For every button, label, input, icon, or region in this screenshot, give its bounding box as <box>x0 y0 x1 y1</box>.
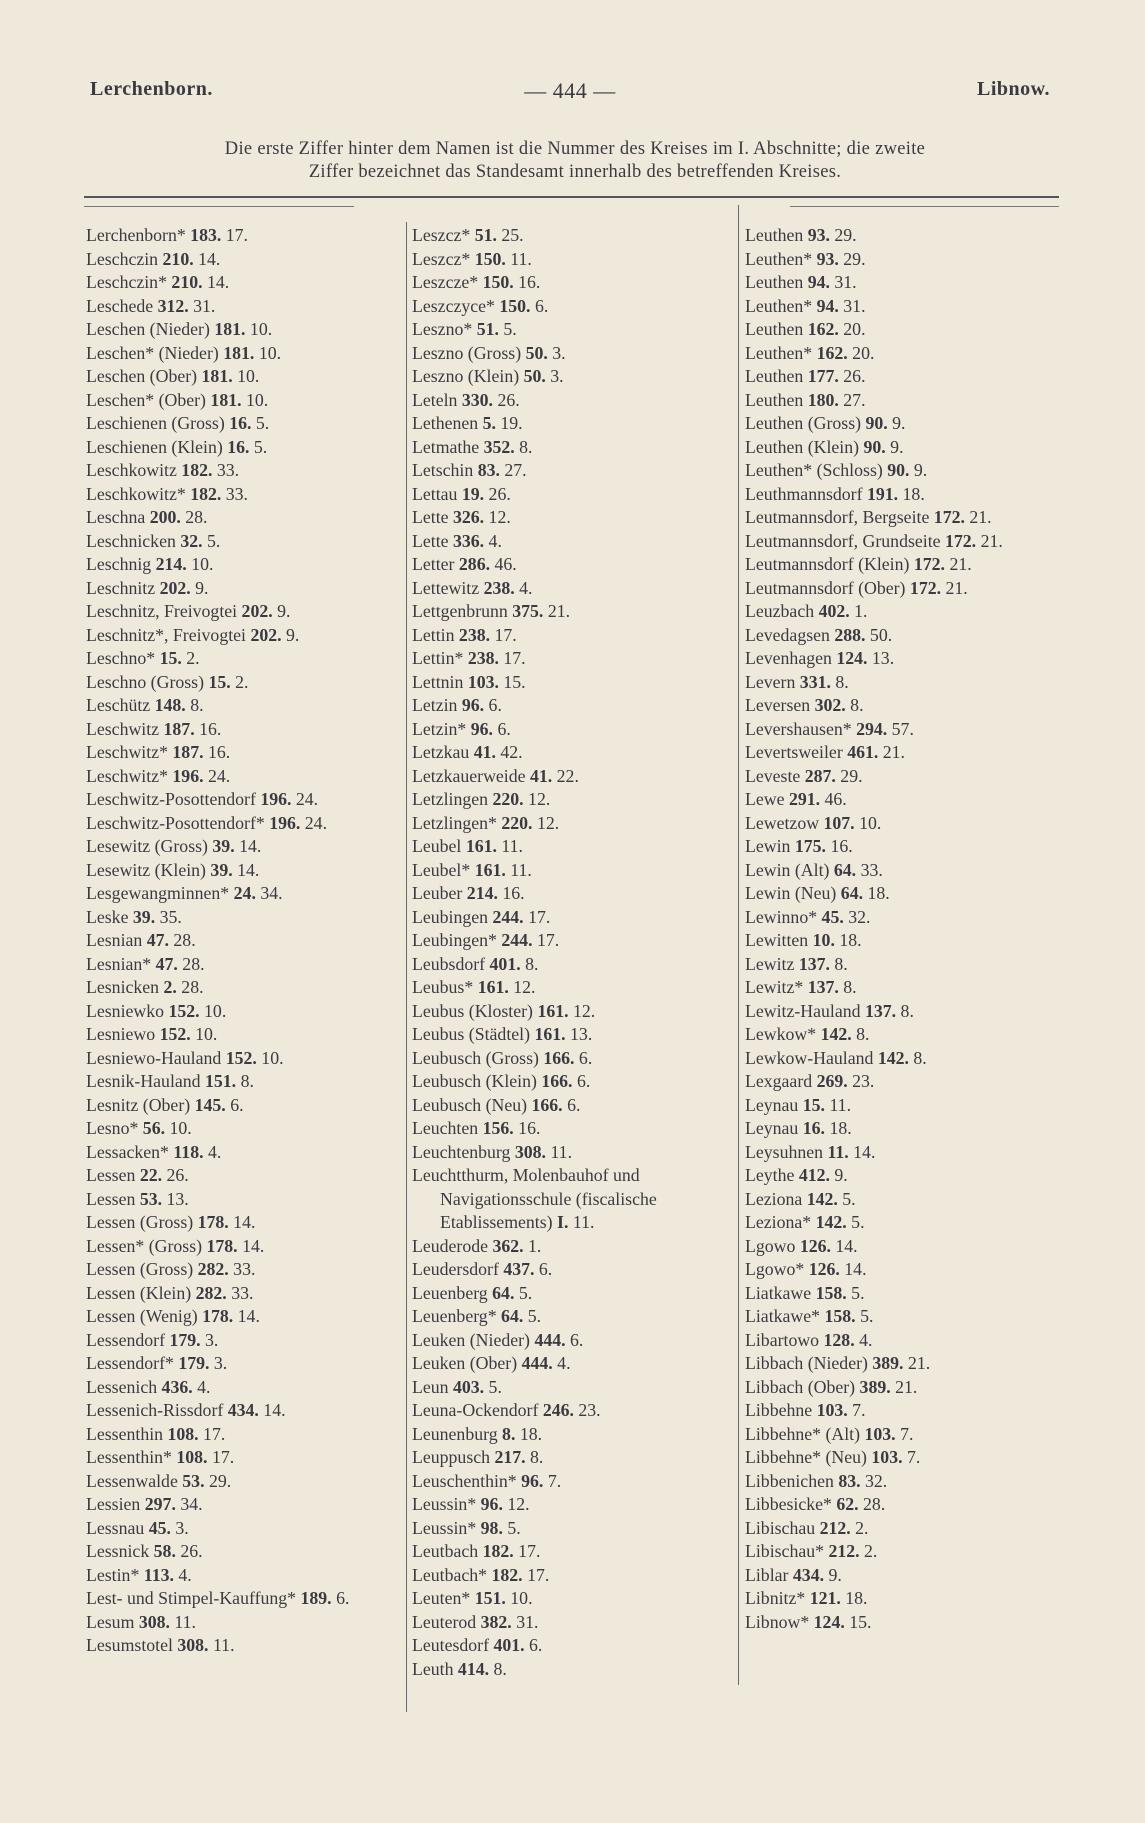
index-entry: Leschkowitz* 182. 33. <box>86 483 248 504</box>
index-entry: Leutbach 182. 17. <box>412 1541 541 1561</box>
index-entry: Lessen (Gross) 282. 33. <box>86 1259 256 1279</box>
index-entry: Leuthen* (Schloss) 90. 9. <box>745 460 928 480</box>
index-entry: Lesniewko 152. 10. <box>86 1000 227 1021</box>
index-entry: Leutmannsdorf (Ober) 172. 21. <box>745 577 968 598</box>
index-entry: Lessendorf* 179. 3. <box>86 1353 228 1373</box>
index-entry: Leschczin* 210. 14. <box>86 272 230 292</box>
index-entry: Libischau* 212. 2. <box>745 1541 878 1561</box>
column-divider-2 <box>738 205 739 1685</box>
index-entry: Leudersdorf 437. 6. <box>412 1259 553 1279</box>
index-entry: Liatkawe 158. 5. <box>745 1282 865 1303</box>
index-entry: Leuthen (Klein) 90. 9. <box>745 436 904 457</box>
index-entry: Leubus (Städtel) 161. 13. <box>412 1024 593 1044</box>
index-entry: Leussin* 98. 5. <box>412 1517 521 1538</box>
index-entry: Lewin (Alt) 64. 33. <box>745 859 883 880</box>
index-entry: Letschin 83. 27. <box>412 460 527 480</box>
index-entry: Lessenich 436. 4. <box>86 1376 211 1397</box>
header-rule-right <box>790 206 1059 207</box>
index-column-1 <box>86 224 406 1658</box>
index-entry: Liblar 434. 9. <box>745 1564 842 1585</box>
index-entry: Libnow* 124. 15. <box>745 1611 872 1632</box>
index-entry: Leschwitz-Posottendorf* 196. 24. <box>86 812 328 833</box>
index-entry: Leveste 287. 29. <box>745 765 863 786</box>
index-entry: Lessen (Wenig) 178. 14. <box>86 1306 260 1326</box>
index-entry: Levertsweiler 461. 21. <box>745 742 905 762</box>
index-entry: Leschna 200. 28. <box>86 507 208 527</box>
index-entry: Lessenich-Rissdorf 434. 14. <box>86 1400 286 1420</box>
index-entry: Leuchtenburg 308. 11. <box>412 1141 573 1162</box>
index-entry: Leszno (Klein) 50. 3. <box>412 366 564 386</box>
index-entry: Lethenen 5. 19. <box>412 413 523 433</box>
index-entry: Lettau 19. 26. <box>412 483 511 504</box>
index-entry: Leutmannsdorf, Grundseite 172. 21. <box>745 530 1003 551</box>
index-entry: Lewin 175. 16. <box>745 836 853 856</box>
index-entry: Lestin* 113. 4. <box>86 1564 192 1585</box>
index-entry: Leubusch (Neu) 166. 6. <box>412 1094 581 1115</box>
index-entry: Leubusch (Klein) 166. 6. <box>412 1071 591 1091</box>
index-entry: Leschnitz 202. 9. <box>86 577 209 598</box>
index-entry: Lessendorf 179. 3. <box>86 1329 219 1350</box>
index-entry: Leschienen (Klein) 16. 5. <box>86 436 268 457</box>
index-entry: Lessenwalde 53. 29. <box>86 1470 232 1491</box>
index-entry: Leuth 414. 8. <box>412 1658 507 1679</box>
note-line-2: Ziffer bezeichnet das Standesamt innerhalb des betreffenden Kreises. <box>308 162 842 182</box>
page-header <box>90 78 1050 108</box>
index-entry: Leuber 214. 16. <box>412 883 525 903</box>
index-entry: Leunenburg 8. 18. <box>412 1423 543 1444</box>
index-entry: Letzkauerweide 41. 22. <box>412 765 579 786</box>
index-entry: Lerchenborn* 183. 17. <box>86 225 248 245</box>
index-entry: Lewe 291. 46. <box>745 789 847 809</box>
index-entry: Leythe 412. 9. <box>745 1165 848 1185</box>
index-entry: Levedagsen 288. 50. <box>745 624 893 645</box>
index-entry: Leuken (Ober) 444. 4. <box>412 1353 571 1373</box>
index-entry: Leschwitz* 196. 24. <box>86 765 231 786</box>
index-entry: Leutmannsdorf (Klein) 172. 21. <box>745 554 972 574</box>
index-entry: Leszcz* 51. 25. <box>412 225 524 245</box>
index-entry: Libbehne* (Alt) 103. 7. <box>745 1423 914 1444</box>
index-entry: Letzin* 96. 6. <box>412 718 511 739</box>
index-entry: Letzlingen* 220. 12. <box>412 812 560 833</box>
index-entry: Leysuhnen 11. 14. <box>745 1141 876 1162</box>
index-entry: Libbehne* (Neu) 103. 7. <box>745 1447 921 1467</box>
index-entry: Leschen (Ober) 181. 10. <box>86 366 260 386</box>
index-entry: Libbach (Ober) 389. 21. <box>745 1376 918 1397</box>
index-entry: Lgowo 126. 14. <box>745 1235 858 1256</box>
index-entry: Leschczin 210. 14. <box>86 248 221 269</box>
index-entry: Leuthen 162. 20. <box>745 319 866 339</box>
index-entry: Leuthen 94. 31. <box>745 272 857 292</box>
index-entry: Levenhagen 124. 13. <box>745 648 895 668</box>
index-entry: Leszno* 51. 5. <box>412 319 517 339</box>
index-entry: Leuzbach 402. 1. <box>745 601 868 621</box>
index-entry: Lettgenbrunn 375. 21. <box>412 601 571 621</box>
index-entry: Lessen (Klein) 282. 33. <box>86 1282 254 1303</box>
index-entry: Leszcze* 150. 16. <box>412 272 541 292</box>
index-entry: Lessen* (Gross) 178. 14. <box>86 1235 265 1256</box>
index-entry: Leschen* (Ober) 181. 10. <box>86 389 269 410</box>
index-entry: Lesno* 56. 10. <box>86 1118 192 1138</box>
index-entry: Leschede 312. 31. <box>86 295 216 316</box>
index-entry: Leubingen 244. 17. <box>412 906 551 927</box>
index-entry: Lettnin 103. 15. <box>412 671 526 692</box>
index-entry: Lewkow-Hauland 142. 8. <box>745 1047 927 1068</box>
index-entry: Libbesicke* 62. 28. <box>745 1494 886 1514</box>
index-entry: Lessnau 45. 3. <box>86 1517 189 1538</box>
index-entry: Lette 326. 12. <box>412 507 511 527</box>
index-entry: Leuthen 177. 26. <box>745 366 866 386</box>
index-entry: Leschnitz*, Freivogtei 202. 9. <box>86 624 300 645</box>
index-entry: Leziona 142. 5. <box>745 1188 856 1209</box>
index-entry: Leschno (Gross) 15. 2. <box>86 671 249 692</box>
index-entry: Leschienen (Gross) 16. 5. <box>86 413 270 433</box>
index-entry: Lesniewo-Hauland 152. 10. <box>86 1047 284 1068</box>
index-entry: Leutesdorf 401. 6. <box>412 1635 543 1655</box>
index-entry: Lessacken* 118. 4. <box>86 1141 222 1162</box>
index-entry: Lette 336. 4. <box>412 530 502 551</box>
index-entry: Lessnick 58. 26. <box>86 1541 203 1561</box>
index-entry: Leutmannsdorf, Bergseite 172. 21. <box>745 507 992 527</box>
header-rule-left <box>84 206 354 207</box>
index-entry: Leszcz* 150. 11. <box>412 248 532 269</box>
index-entry: Lewitten 10. 18. <box>745 930 862 950</box>
index-entry: Libbach (Nieder) 389. 21. <box>745 1353 931 1373</box>
index-entry: Leun 403. 5. <box>412 1376 502 1397</box>
index-entry: Leziona* 142. 5. <box>745 1212 865 1232</box>
index-entry: Leuterod 382. 31. <box>412 1611 539 1632</box>
index-entry: Leubus (Kloster) 161. 12. <box>412 1000 596 1021</box>
index-entry: Lewinno* 45. 32. <box>745 906 871 927</box>
index-entry: Liatkawe* 158. 5. <box>745 1306 874 1326</box>
index-entry: Leschkowitz 182. 33. <box>86 460 240 480</box>
index-entry: Lesnian 47. 28. <box>86 930 196 950</box>
index-entry: Letzin 96. 6. <box>412 695 502 715</box>
index-entry: Lessenthin* 108. 17. <box>86 1447 235 1467</box>
index-entry: Leuschenthin* 96. 7. <box>412 1470 562 1491</box>
index-entry: Leutbach* 182. 17. <box>412 1564 550 1585</box>
index-entry: Leuten* 151. 10. <box>412 1588 533 1608</box>
index-entry: Libartowo 128. 4. <box>745 1329 873 1350</box>
index-entry: Leske 39. 35. <box>86 906 182 927</box>
index-entry: Leuthen 93. 29. <box>745 225 857 245</box>
index-entry: Leubel 161. 11. <box>412 836 523 856</box>
index-entry: Leuchtthurm, Molenbauhof und Navigationsschule (fiscalische Etablissements) I. 11. <box>412 1165 657 1232</box>
index-entry: Levershausen* 294. 57. <box>745 718 914 739</box>
index-entry: Lessen 22. 26. <box>86 1165 189 1185</box>
index-entry: Lettin 238. 17. <box>412 624 517 645</box>
index-entry: Leuthen 180. 27. <box>745 389 866 410</box>
header-rule <box>84 196 1059 198</box>
index-entry: Leubusch (Gross) 166. 6. <box>412 1047 593 1068</box>
index-entry: Lesniewo 152. 10. <box>86 1024 218 1044</box>
column-divider-1 <box>406 222 407 1712</box>
index-entry: Lexgaard 269. 23. <box>745 1071 875 1091</box>
index-entry: Lewkow* 142. 8. <box>745 1024 870 1044</box>
index-entry: Leynau 15. 11. <box>745 1094 852 1115</box>
index-entry: Letter 286. 46. <box>412 554 517 574</box>
index-entry: Leussin* 96. 12. <box>412 1494 530 1514</box>
header-last-entry: Libnow. <box>977 78 1050 100</box>
index-entry: Lesum 308. 11. <box>86 1611 196 1632</box>
index-entry: Levern 331. 8. <box>745 671 849 692</box>
index-entry: Lettin* 238. 17. <box>412 648 526 668</box>
index-entry: Lesumstotel 308. 11. <box>86 1635 235 1655</box>
index-entry: Lessen (Gross) 178. 14. <box>86 1212 256 1232</box>
index-entry: Lewetzow 107. 10. <box>745 812 882 833</box>
index-entry: Leuken (Nieder) 444. 6. <box>412 1329 584 1350</box>
index-entry: Leschwitz-Posottendorf 196. 24. <box>86 789 319 809</box>
index-entry: Lest- und Stimpel-Kauffung* 189. 6. <box>86 1588 350 1608</box>
index-entry: Leuenberg* 64. 5. <box>412 1306 542 1326</box>
index-entry: Leuppusch 217. 8. <box>412 1447 544 1467</box>
index-entry: Leschwitz 187. 16. <box>86 718 222 739</box>
header-first-entry: Lerchenborn. <box>90 78 213 100</box>
index-entry: Leuthen* 94. 31. <box>745 295 866 316</box>
index-entry: Leschnitz, Freivogtei 202. 9. <box>86 601 291 621</box>
index-entry: Leuderode 362. 1. <box>412 1235 542 1256</box>
explanatory-note <box>80 138 1070 184</box>
index-entry: Leuthen (Gross) 90. 9. <box>745 413 906 433</box>
index-entry: Leszczyce* 150. 6. <box>412 295 549 316</box>
index-entry: Leubingen* 244. 17. <box>412 930 560 950</box>
index-entry: Leuchten 156. 16. <box>412 1118 541 1138</box>
index-entry: Lesewitz (Gross) 39. 14. <box>86 836 262 856</box>
index-entry: Lessenthin 108. 17. <box>86 1423 226 1444</box>
page-number: — 444 — <box>524 78 616 103</box>
index-entry: Lesnik-Hauland 151. 8. <box>86 1071 254 1091</box>
index-entry: Leversen 302. 8. <box>745 695 864 715</box>
index-entry: Leuthen* 93. 29. <box>745 248 866 269</box>
index-entry: Leschütz 148. 8. <box>86 695 204 715</box>
index-entry: Lewitz-Hauland 137. 8. <box>745 1000 914 1021</box>
index-entry: Lewin (Neu) 64. 18. <box>745 883 890 903</box>
note-line-1: Die erste Ziffer hinter dem Namen ist die Nummer des Kreises im I. Abschnitte; die zweite <box>224 139 926 159</box>
index-entry: Leschnicken 32. 5. <box>86 530 221 551</box>
index-entry: Leubsdorf 401. 8. <box>412 953 539 974</box>
index-entry: Lesnitz (Ober) 145. 6. <box>86 1094 244 1115</box>
index-entry: Leschno* 15. 2. <box>86 648 200 668</box>
index-entry: Lgowo* 126. 14. <box>745 1259 867 1279</box>
index-entry: Letzkau 41. 42. <box>412 742 523 762</box>
index-entry: Lessen 53. 13. <box>86 1188 189 1209</box>
index-entry: Leuenberg 64. 5. <box>412 1282 533 1303</box>
index-entry: Leteln 330. 26. <box>412 389 520 410</box>
index-entry: Leubel* 161. 11. <box>412 859 532 880</box>
index-entry: Lewitz 137. 8. <box>745 953 848 974</box>
index-entry: Lessien 297. 34. <box>86 1494 203 1514</box>
index-entry: Leuthmannsdorf 191. 18. <box>745 483 925 504</box>
index-entry: Leschwitz* 187. 16. <box>86 742 231 762</box>
index-entry: Libbenichen 83. 32. <box>745 1470 888 1491</box>
index-entry: Leuna-Ockendorf 246. 23. <box>412 1400 601 1420</box>
index-entry: Lesnian* 47. 28. <box>86 953 205 974</box>
index-column-3 <box>745 224 1075 1634</box>
index-entry: Leschnig 214. 10. <box>86 554 214 574</box>
index-entry: Libnitz* 121. 18. <box>745 1588 868 1608</box>
index-entry: Leschen (Nieder) 181. 10. <box>86 319 273 339</box>
index-column-2 <box>412 224 737 1681</box>
index-entry: Libbehne 103. 7. <box>745 1400 866 1420</box>
index-entry: Leynau 16. 18. <box>745 1118 852 1138</box>
index-entry: Lesnicken 2. 28. <box>86 977 204 997</box>
index-entry: Leszno (Gross) 50. 3. <box>412 342 566 363</box>
index-entry: Libischau 212. 2. <box>745 1517 869 1538</box>
index-entry: Lesewitz (Klein) 39. 14. <box>86 859 260 880</box>
index-entry: Leschen* (Nieder) 181. 10. <box>86 342 282 363</box>
index-entry: Letmathe 352. 8. <box>412 436 533 457</box>
index-entry: Letzlingen 220. 12. <box>412 789 551 809</box>
index-entry: Lettewitz 238. 4. <box>412 577 533 598</box>
index-entry: Lewitz* 137. 8. <box>745 977 857 997</box>
index-entry: Lesgewangminnen* 24. 34. <box>86 883 283 903</box>
index-entry: Leuthen* 162. 20. <box>745 342 875 363</box>
index-entry: Leubus* 161. 12. <box>412 977 536 997</box>
